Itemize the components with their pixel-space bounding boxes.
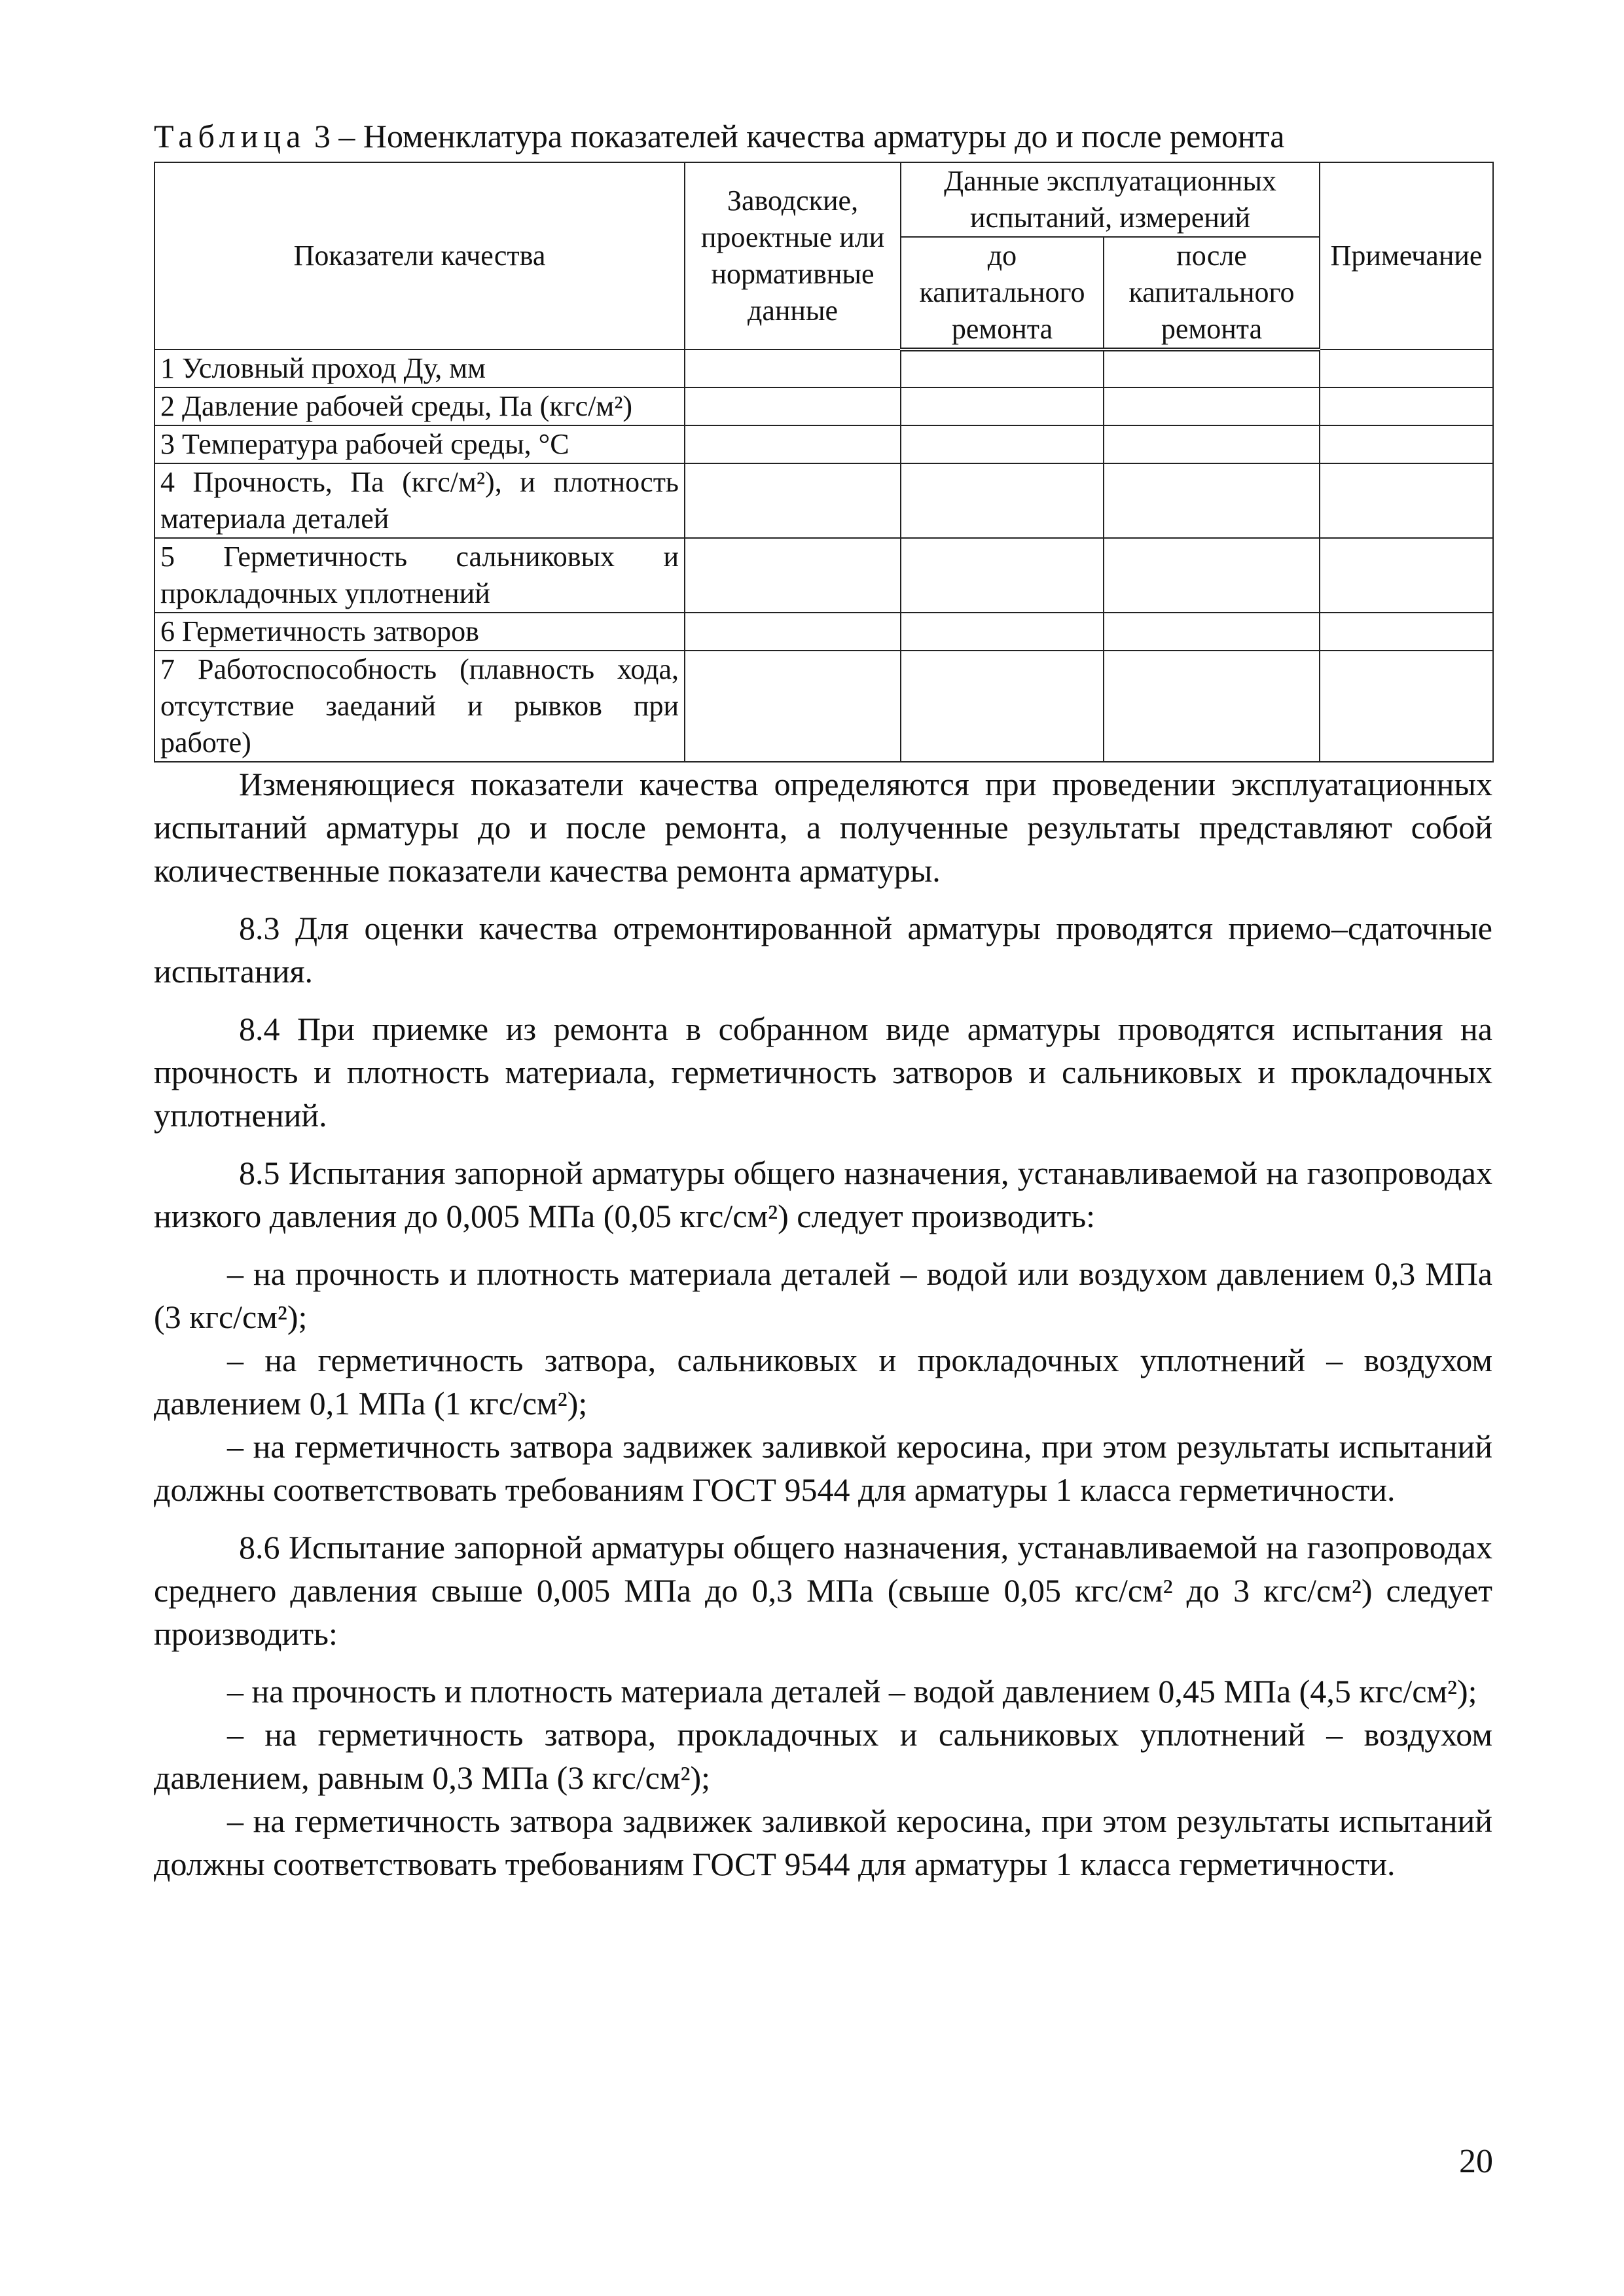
header-after-repair: после капитального ремонта bbox=[1104, 237, 1320, 350]
cell bbox=[1320, 538, 1493, 613]
table-row bbox=[154, 613, 1493, 651]
table-row bbox=[154, 651, 1493, 762]
list-item: – на прочность и плотность материала деталей – водой или воздухом давлением 0,3 МПа (3 кгс/см²); bbox=[154, 1255, 1492, 1335]
cell bbox=[901, 613, 1104, 651]
row-label: 1 Условный проход Ду, мм bbox=[154, 350, 685, 387]
cell bbox=[901, 651, 1104, 762]
cell bbox=[1104, 463, 1320, 538]
table-caption-title: 3 – Номенклатура показателей качества арматуры до и после ремонта bbox=[314, 118, 1285, 154]
header-indicators: Показатели качества bbox=[154, 162, 685, 350]
page-content bbox=[154, 115, 1492, 1886]
page-number: 20 bbox=[1459, 2143, 1493, 2180]
paragraph-8-4: 8.4 При приемке из ремонта в собранном виде арматуры проводятся испытания на прочность и плотность материала, герметичность затворов и сальниковых и прокладочных уплотнений. bbox=[154, 1011, 1492, 1134]
header-note: Примечание bbox=[1320, 162, 1493, 350]
table-row bbox=[154, 425, 1493, 463]
header-operational-data: Данные эксплуатационных испытаний, измерений bbox=[901, 162, 1320, 237]
cell bbox=[685, 463, 901, 538]
cell bbox=[1320, 463, 1493, 538]
row-label: 4 Прочность, Па (кгс/м²), и плотность материала деталей bbox=[154, 463, 685, 538]
list-item: – на герметичность затвора, сальниковых и прокладочных уплотнений – воздухом давлением 0,1 МПа (1 кгс/см²); bbox=[154, 1342, 1492, 1422]
cell bbox=[1104, 651, 1320, 762]
cell bbox=[685, 538, 901, 613]
row-label: 2 Давление рабочей среды, Па (кгс/м²) bbox=[154, 387, 685, 425]
paragraph-8-3: 8.3 Для оценки качества отремонтированной арматуры проводятся приемо–сдаточные испытания. bbox=[154, 910, 1492, 990]
list-item: – на герметичность затвора задвижек заливкой керосина, при этом результаты испытаний должны соответствовать требованиям ГОСТ 9544 для арматуры 1 класса герметичности. bbox=[154, 1803, 1492, 1882]
cell bbox=[901, 425, 1104, 463]
cell bbox=[1320, 613, 1493, 651]
list-item: – на прочность и плотность материала деталей – водой давлением 0,45 МПа (4,5 кгс/см²); bbox=[227, 1673, 1477, 1710]
cell bbox=[1104, 387, 1320, 425]
cell bbox=[901, 538, 1104, 613]
table-row bbox=[154, 387, 1493, 425]
cell bbox=[685, 425, 901, 463]
cell bbox=[1320, 425, 1493, 463]
header-factory-data: Заводские, проектные или нормативные данные bbox=[685, 162, 901, 350]
table-row bbox=[154, 538, 1493, 613]
row-label: 3 Температура рабочей среды, °С bbox=[154, 425, 685, 463]
cell bbox=[901, 350, 1104, 387]
cell bbox=[685, 613, 901, 651]
table-row bbox=[154, 463, 1493, 538]
paragraph-8-5: 8.5 Испытания запорной арматуры общего назначения, устанавливаемой на газопроводах низкого давления до 0,005 МПа (0,05 кгс/см²) следует производить: bbox=[154, 1155, 1492, 1234]
list-item: – на герметичность затвора задвижек заливкой керосина, при этом результаты испытаний должны соответствовать требованиям ГОСТ 9544 для арматуры 1 класса герметичности. bbox=[154, 1428, 1492, 1508]
table-header-row bbox=[154, 162, 1493, 237]
cell bbox=[685, 387, 901, 425]
list-item: – на герметичность затвора, прокладочных и сальниковых уплотнений – воздухом давлением, равным 0,3 МПа (3 кгс/см²); bbox=[154, 1716, 1492, 1796]
table-caption-word: Таблица bbox=[154, 118, 306, 154]
table-row bbox=[154, 350, 1493, 387]
table-caption bbox=[154, 115, 1492, 158]
cell bbox=[1104, 613, 1320, 651]
quality-indicators-table bbox=[154, 162, 1494, 762]
row-label: 6 Герметичность затворов bbox=[154, 613, 685, 651]
cell bbox=[901, 387, 1104, 425]
list-8-5 bbox=[154, 1252, 1492, 1511]
header-before-repair: до капитального ремонта bbox=[901, 237, 1104, 350]
row-label: 7 Работоспособность (плавность хода, отсутствие заеданий и рывков при работе) bbox=[154, 651, 685, 762]
cell bbox=[901, 463, 1104, 538]
paragraph-8-6: 8.6 Испытание запорной арматуры общего назначения, устанавливаемой на газопроводах среднего давления свыше 0,005 МПа до 0,3 МПа (свыше 0,05 кгс/см² до 3 кгс/см²) следует производить: bbox=[154, 1529, 1492, 1652]
cell bbox=[1320, 350, 1493, 387]
cell bbox=[685, 651, 901, 762]
cell bbox=[685, 350, 901, 387]
cell bbox=[1104, 350, 1320, 387]
cell bbox=[1104, 538, 1320, 613]
cell bbox=[1320, 387, 1493, 425]
list-8-6 bbox=[154, 1670, 1492, 1886]
paragraph-after-table: Изменяющиеся показатели качества определяются при проведении эксплуатационных испытаний арматуры до и после ремонта, а полученные результаты представляют собой количественные показатели качества ремонта арматуры. bbox=[154, 766, 1492, 889]
cell bbox=[1320, 651, 1493, 762]
row-label: 5 Герметичность сальниковых и прокладочных уплотнений bbox=[154, 538, 685, 613]
cell bbox=[1104, 425, 1320, 463]
